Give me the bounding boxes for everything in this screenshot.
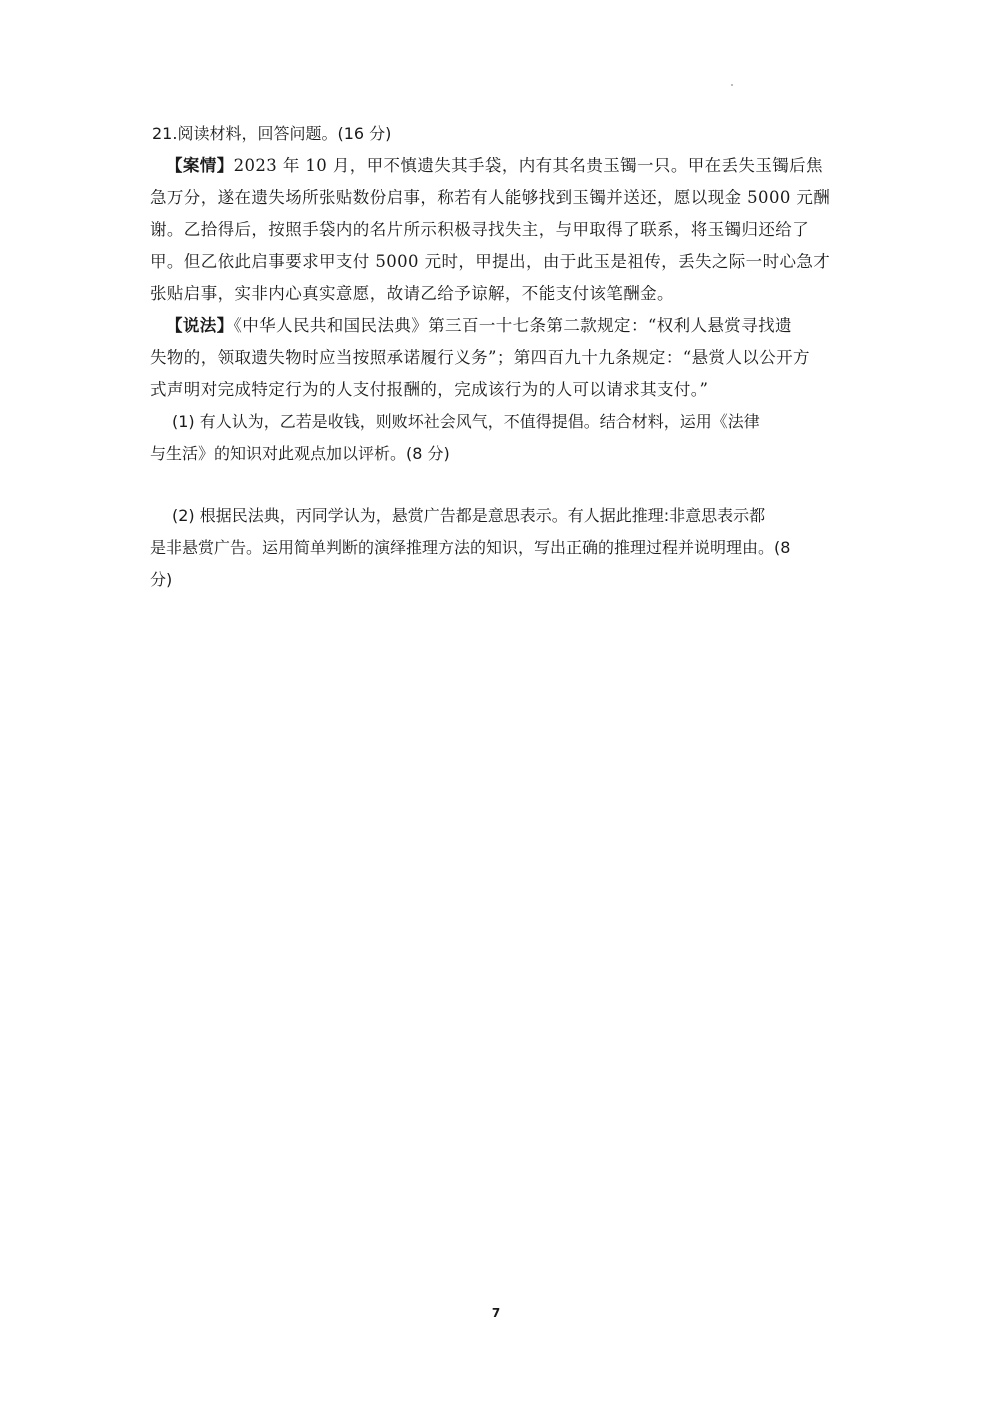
question-title: 21.阅读材料，回答问题。(16 分): [152, 124, 392, 143]
law-line-1: [150, 310, 845, 342]
law-line-3: 式声明对完成特定行为的人支付报酬的，完成该行为的人可以请求其支付。”: [150, 380, 709, 399]
case-line-3: 谢。乙拾得后，按照手袋内的名片所示积极寻找失主，与甲取得了联系，将玉镯归还给了: [150, 220, 810, 239]
case-text-1: 2023 年 10 月，甲不慎遗失其手袋，内有其名贵玉镯一只。甲在丢失玉镯后焦: [233, 156, 823, 175]
answer-space-1: [150, 470, 845, 500]
page-number: 7: [491, 1306, 501, 1320]
case-line-5: 张贴启事，实非内心真实意愿，故请乙给予谅解，不能支付该笔酬金。: [150, 284, 674, 303]
scan-dot: [731, 84, 733, 86]
question-block: [150, 118, 845, 596]
sub-question-1-line-2: 与生活》的知识对此观点加以评析。(8 分): [150, 444, 450, 463]
sub-question-2-line-3: 分): [150, 570, 173, 589]
sub-question-2-line-1: (2) 根据民法典，丙同学认为，悬赏广告都是意思表示。有人据此推理:非意思表示都: [172, 506, 766, 525]
law-line-2: 失物的，领取遗失物时应当按照承诺履行义务”；第四百九十九条规定：“悬赏人以公开方: [150, 348, 810, 367]
case-label: 【案情】: [166, 156, 234, 175]
case-line-4: 甲。但乙依此启事要求甲支付 5000 元时，甲提出，由于此玉是祖传，丢失之际一时心急才: [150, 252, 831, 271]
case-line-1: [150, 150, 845, 182]
sub-question-1-line-1: (1) 有人认为，乙若是收钱，则败坏社会风气，不值得提倡。结合材料，运用《法律: [172, 412, 760, 431]
sub-question-2-line-2: 是非悬赏广告。运用简单判断的演绎推理方法的知识，写出正确的推理过程并说明理由。(8: [150, 538, 791, 557]
law-text-1: 《中华人民共和国民法典》第三百一十七条第二款规定：“权利人悬赏寻找遗: [233, 316, 792, 335]
law-label: 【说法】: [166, 316, 234, 335]
case-line-2: 急万分，遂在遗失场所张贴数份启事，称若有人能够找到玉镯并送还，愿以现金 5000 元酬: [150, 188, 831, 207]
